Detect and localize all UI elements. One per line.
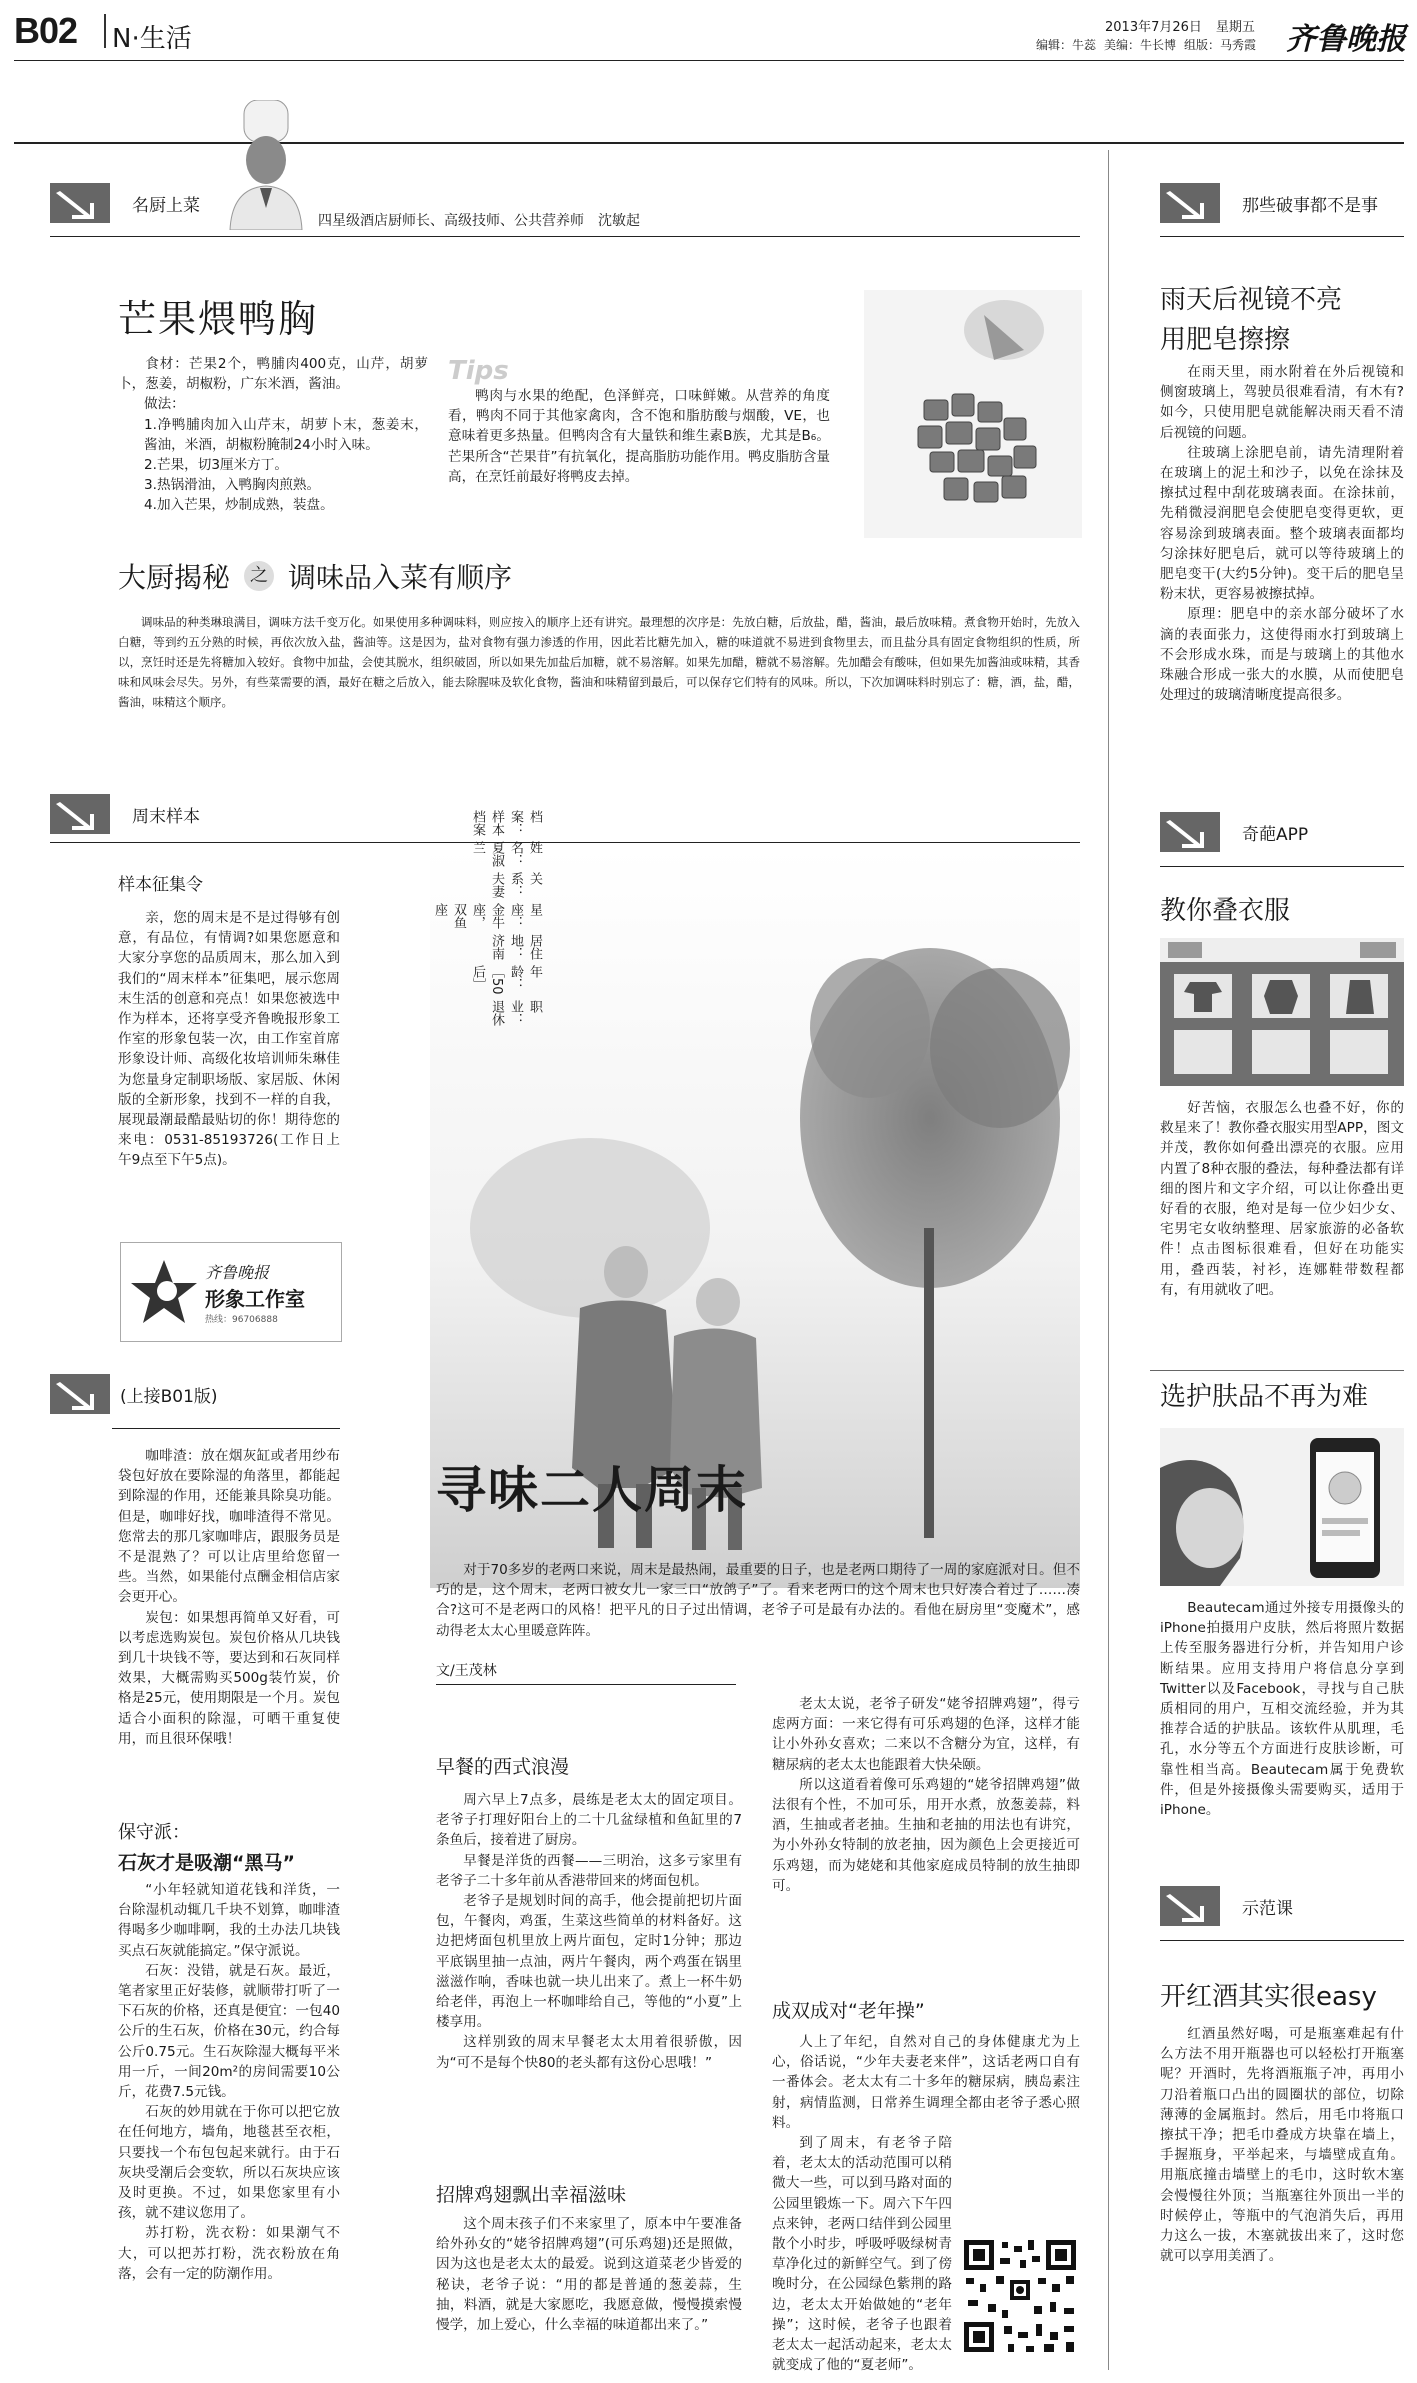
step-4: 4.加入芒果，炒制成熟，装盘。: [144, 497, 334, 514]
beautecam-photo: [1160, 1428, 1404, 1586]
sidebar2-header: [1160, 812, 1308, 852]
sidebar1-label: 那些破事都不是事: [1242, 195, 1378, 216]
recipe-title: 芒果煨鸭胸: [118, 297, 319, 341]
sidebar4-para: 红酒虽然好喝，可是瓶塞难起有什么方法不用开瓶器也可以轻松打开瓶塞呢？开酒时，先将酒瓶瓶子冲，再用小刀沿着瓶口凸出的圆圈状的部位，切除薄薄的金属瓶封。然后，用毛巾将瓶口擦拭干净；把毛巾叠成方块靠在墙上，手握瓶身，平举起来，与墙壁成直角。用瓶底撞击墙壁上的毛巾，这时软木塞会慢慢往外顶；当瓶塞往外顶出一半的时候停止，等瓶中的气泡消失后，再用力这么一拔，木塞就拔出来了，这时您就可以享用美酒了。: [1160, 2026, 1404, 2265]
conserve-body: [118, 1880, 340, 2284]
col2b-para: 人上了年纪，自然对自己的身体健康尤为上心，俗话说，“少年夫妻老来伴”，这话老两口自有一番体会。老太太有二十多年的糖尿病，胰岛素注射，病情监测，日常养生调理全都由老爷子悉心照料。: [772, 2034, 1080, 2131]
header-divider: [104, 14, 106, 48]
continued-rule: [112, 1428, 340, 1429]
secret-paragraph: 调味品的种类琳琅满目，调味方法千变万化。如果使用多种调味料，则应按入的顺序上还有讲究。最理想的次序是：先放白糖，后放盐，醋，酱油，最后放味精。煮食物开始时，先放入白糖，等到约五分熟的时候，再依次放入盐，酱油等。这是因为，盐对食物有强力渗透的作用，因此若比糖先加入，糖的味道就不易进到食物里去，而且盐分具有固定食物组织的性质，所以，烹饪时还是先将糖加入较好。食物中加盐，会使其脱水，组织破固，所以如果先加盐后加糖，就不易溶解。如果先加醋，糖就不易溶解。先加醋会有酸味，但如果先加酱油或味精，其香味和风味会尽失。另外，有些菜需要的酒，最好在糖之后放入，能去除腥味及软化食物，酱油和味精留到最后，可以保存它们特有的风味。所以，下次加调味料时别忘了：糖，酒，盐，醋，酱油，味精这个顺序。: [118, 615, 1080, 709]
header-staff: [1036, 36, 1256, 53]
sidebar2-label: 奇葩APP: [1242, 824, 1309, 845]
sidebar4-label: 示范课: [1242, 1898, 1293, 1919]
step-3: 3.热锅滑油，入鸭胸肉煎熟。: [144, 477, 321, 494]
sidebar1-header: [1160, 183, 1378, 223]
studio-hotline: 热线：96706888: [205, 1314, 278, 1325]
sidebar1-para: 原理：肥皂中的亲水部分破坏了水滴的表面张力，这使得雨水打到玻璃上不会形成水珠，而是与玻璃上的其他水珠融合形成一张大的水膜，从而使肥皂处理过的玻璃清晰度提高很多。: [1160, 606, 1404, 704]
sidebar4-title: 开红酒其实很easy: [1160, 1982, 1377, 2012]
mango-duck-photo: [864, 290, 1082, 538]
weekend-author: 文/王茂林: [436, 1663, 497, 1679]
author-rule: [436, 1684, 736, 1685]
continued-body: [118, 1446, 340, 1749]
star-icon: [129, 1257, 199, 1327]
tip-paragraph: 鸭肉与水果的绝配，色泽鲜亮，口味鲜嫩。从营养的角度看，鸭肉不同于其他家禽肉，含不饱和脂肪酸与烟酸，VE，也意味着更多热量。但鸭肉含有大量铁和维生素B族，尤其是B₆。芒果所含“芒果苷”有抗氧化，提高脂肪功能作用。鸭皮脂肪含量高，在烹饪前最好将鸭皮去掉。: [448, 388, 830, 485]
chef-rule: [50, 236, 1080, 237]
header-rule: [14, 60, 1404, 61]
tips-label: Tips: [448, 356, 509, 386]
arrow-icon: [1160, 183, 1220, 223]
profile-relation: 关系：夫妻: [489, 872, 542, 899]
secret-title: [118, 556, 512, 596]
invite-title: 样本征集令: [118, 875, 203, 895]
arrow-icon: [1160, 812, 1220, 852]
sidebar2-rule: [1160, 866, 1404, 867]
studio-logo: [120, 1242, 342, 1342]
col1b-body: [436, 2214, 742, 2335]
editor: 编辑：牛蕊: [1036, 38, 1097, 52]
chef-label: 名厨上菜: [132, 195, 200, 216]
art-editor: 美编：牛长博: [1104, 38, 1177, 52]
recipe-ingredients: [118, 354, 428, 516]
weekend-lead: [436, 1560, 1080, 1641]
sidebar3-para: Beautecam通过外接专用摄像头的iPhone拍摄用户皮肤，然后将照片数据上传至服务器进行分析，并告知用户诊断结果。应用支持用户将信息分享到Twitter以及Facebook，寻找与自己肤质相同的用户，互相交流经验，并为其推荐合适的护肤品。该软件从肌理，毛孔，水分等五个方面进行皮肤诊断，可靠性相当高。Beautecam属于免费软件，但是外接摄像头需要购买，适用于iPhone。: [1160, 1600, 1404, 1819]
tip-text: [448, 386, 830, 487]
col2-para: 所以这道看着像可乐鸡翅的“姥爷招牌鸡翅”做法很有个性，不加可乐，用开水煮，放葱姜蒜，料酒，生抽或者老抽。生抽和老抽的用法也有讲究，为小外孙女特制的放老抽，因为颜色上会更接近可乐鸡翅，而为姥姥和其他家庭成员特制的放生抽即可。: [772, 1776, 1080, 1894]
step-1: 1.净鸭脯肉加入山芹末，胡萝卜末，葱姜末，酱油，米酒，胡椒粉腌制24小时入味。: [144, 416, 428, 453]
sidebar4-body: [1160, 2024, 1404, 2266]
conserve-para: 石灰：没错，就是石灰。最近，笔者家里正好装修，就顺带打听了一下石灰的价格，还真是便宜：一包40公斤的生石灰，价格在30元，约合每公斤0.75元。生石灰除湿大概每平米用一斤，一间20m²的房间需要10公斤，花费7.5元钱。: [118, 1962, 340, 2101]
col1-para: 老爷子是规划时间的高手，他会提前把切片面包，午餐肉，鸡蛋，生菜这些简单的材料备好。这边把烤面包机里放上两片面包，定时1分钟；那边平底锅里抽一点油，两片午餐肉，两个鸡蛋在锅里滋滋作响，香味也就一块儿出来了。煮上一杯牛奶给老伴，再泡上一杯咖啡给自己，等他的“小夏”上楼享用。: [436, 1893, 742, 2031]
sidebar1-rule: [1160, 236, 1404, 237]
sidebar3-top-rule: [1150, 1370, 1404, 1371]
subhead-3: 成双成对“老年操”: [772, 2000, 925, 2022]
date: 2013年7月26日: [1105, 20, 1202, 35]
arrow-icon: [50, 794, 110, 834]
ingredients-text: 食材：芒果2个，鸭脯肉400克，山芹，胡萝卜，葱姜，胡椒粉，广东米酒，酱油。: [118, 356, 428, 393]
secret-title-b: 调味品入菜有顺序: [288, 561, 513, 594]
proof: 组版：马秀霞: [1184, 38, 1257, 52]
col2b-para: 到了周末，有老爷子陪着，老太太的活动范围可以稍微大一些，可以到马路对面的公园里锻炼一下。周六下午四点来钟，老两口结伴到公园里散个小时步，呼吸呼吸绿树青草净化过的新鲜空气。到了傍晚时分，在公园绿色紫荆的路边，老太太开始做她的“老年操”；这时候，老爷子也跟着老太太一起活动起来，老太太就变成了他的“夏老师”。: [772, 2135, 952, 2374]
profile-card: [430, 810, 544, 1026]
arrow-icon: [50, 183, 110, 223]
sidebar1-title: 雨天后视镜不亮用肥皂擦擦: [1160, 285, 1343, 355]
profile-name: 姓名：夏淑兰: [470, 841, 542, 868]
section-name: N·生活: [112, 24, 192, 54]
chef-byline: 四星级酒店厨师长、高级技师、公共营养师 沈敏起: [318, 213, 640, 229]
subhead-2: 招牌鸡翅飘出幸福滋味: [436, 2184, 627, 2206]
weekday: 星期五: [1215, 20, 1255, 35]
col2-para: 老太太说，老爷子研发“姥爷招牌鸡翅”，得亏虑两方面：一来它得有可乐鸡翅的色泽，这样才能让小外孙女喜欢；二来以不含糖分为宜，这样，有糖尿病的老太太也能跟着大快朵颐。: [772, 1696, 1080, 1773]
continued-para: 咖啡渣：放在烟灰缸或者用纱布袋包好放在要除湿的角落里，都能起到除湿的作用，还能兼具除臭功能。但是，咖啡好找，咖啡渣得不常见。您常去的那几家咖啡店，跟服务员是不是混熟了？可以让店里给您留一些。当然，如果能付点酬金相信店家会更开心。: [118, 1448, 340, 1606]
col1b-para: 这个周末孩子们不来家里了，原本中午要准备给外孙女的“姥爷招牌鸡翅”(可乐鸡翅)还是照做，因为这也是老太太的最爱。说到这道菜老少皆爱的秘诀，老爷子说：“用的都是普通的葱姜蒜，生抽，料酒，就是大家愿吃，我愿意做，慢慢摸索慢慢学，加上爱心，什么幸福的味道都出来了。”: [436, 2216, 742, 2334]
weekend-headline: 寻味二人周末: [436, 1461, 748, 1519]
arrow-icon: [1160, 1886, 1220, 1926]
weekend-header: [50, 794, 200, 834]
sidebar2-para: 好苦恼，衣服怎么也叠不好，你的救星来了！教你叠衣服实用型APP，图文并茂，教你如何叠出漂亮的衣服。应用内置了8种衣服的叠法，每种叠法都有详细的图片和文字介绍，可以让你叠出更好看的衣服，绝对是每一位少妇少女、宅男宅女收纳整理、居家旅游的必备软件！点击图标很难看，但好在功能实用，叠西装，衬衫，连娜鞋带数程都有，有用就收了吧。: [1160, 1100, 1404, 1298]
profile-age: 年龄：［50后］: [470, 965, 542, 995]
continued-label: (上接B01版): [120, 1386, 218, 1407]
conserve-para: 石灰的妙用就在于你可以把它放在任何地方，墙角，地毯甚至衣柜，只要找一个布包包起来就行。由于石灰块受潮后会变软，所以石灰块应该及时更换。不过，如果您家里有小孩，就不建议您用了。: [118, 2104, 340, 2222]
qr-code[interactable]: [960, 2236, 1080, 2356]
method-label: 做法：: [144, 396, 185, 413]
profile-city: 居住地：济南: [489, 934, 542, 961]
sidebar2-title: 教你叠衣服: [1160, 896, 1291, 926]
brand-logo: 齐鲁晚报: [1286, 22, 1406, 57]
sidebar1-para: 在雨天里，雨水附着在外后视镜和侧窗玻璃上，驾驶员很难看清，有木有?如今，只使用肥皂就能解决雨天看不清后视镜的问题。: [1160, 364, 1404, 441]
studio-name: 形象工作室: [205, 1286, 305, 1311]
secret-title-a: 大厨揭秘: [118, 561, 231, 594]
profile-job: 职业：退休: [489, 1000, 542, 1026]
sidebar1-para: 往玻璃上涂肥皂前，请先清理附着在玻璃上的泥土和沙子，以免在涂抹及擦拭过程中刮花玻璃表面。在涂抹前，先稍微浸润肥皂会使肥皂变得更软，更容易涂到玻璃表面。整个玻璃表面都均匀涂抹好肥皂后，就可以等待玻璃上的肥皂变干(大约5分钟)。变干后的肥皂呈粉末状，更容易被擦拭掉。: [1160, 444, 1404, 603]
sidebar3-title: 选护肤品不再为难: [1160, 1382, 1369, 1412]
invite-body: [118, 908, 340, 1171]
weekend-rule: [50, 842, 1080, 843]
secret-text: [118, 612, 1080, 712]
col1-para: 周六早上7点多，晨练是老太太的固定项目。老爷子打理好阳台上的二十几盆绿植和鱼缸里的7条鱼后，接着进了厨房。: [436, 1792, 742, 1849]
sidebar4-header: [1160, 1886, 1293, 1926]
continued-header: [50, 1374, 218, 1414]
col1-para: 早餐是洋货的西餐——三明治，这多亏家里有老爷子二十多年前从香港带回来的烤面包机。: [436, 1852, 742, 1889]
col1-body: [436, 1790, 742, 2073]
secret-zhi-badge: 之: [244, 561, 274, 591]
conserve-para: 苏打粉，洗衣粉：如果潮气不大，可以把苏打粉，洗衣粉放在角落，会有一定的防潮作用。: [118, 2225, 340, 2282]
conserve-title: 石灰才是吸潮“黑马”: [118, 1852, 295, 1874]
column-rule: [1108, 150, 1109, 2370]
col1-para: 这样别致的周末早餐老太太用着很骄傲，因为“可不是每个快80的老头都有这份心思哦！”: [436, 2034, 742, 2071]
app-screenshot: [1160, 938, 1404, 1086]
studio-brand: 齐鲁晚报: [205, 1262, 270, 1282]
chef-section-header: [50, 183, 200, 223]
conserve-para: “小年轻就知道花钱和洋货，一台除湿机动辄几千块不划算，咖啡渣得喝多少咖啡啊，我的土办法几块钱买点石灰就能搞定。”保守派说。: [118, 1882, 340, 1959]
arrow-icon: [50, 1374, 110, 1414]
profile-sign: 星座：金牛座，双鱼座: [432, 903, 542, 930]
continued-para: 炭包：如果想再简单又好看，可以考虑选购炭包。炭包价格从几块钱到几十块钱不等，要达到和石灰同样效果，大概需购买500g装竹炭，价格是25元，使用期限是一个月。炭包适合小面积的除湿，可晒干重复使用，而且很环保哦！: [118, 1609, 340, 1747]
weekend-label: 周末样本: [132, 806, 200, 827]
sidebar1-body: [1160, 362, 1404, 705]
sidebar4-rule: [1160, 1940, 1404, 1941]
page-code: B02: [14, 10, 78, 51]
subhead-1: 早餐的西式浪漫: [436, 1756, 570, 1778]
invite-para: 亲，您的周末是不是过得够有创意，有品位，有情调?如果您愿意和大家分享您的品质周末，那么加入到我们的“周末样本”征集吧，展示您周末生活的创意和亮点！如果您被选中作为样本，还将享受齐鲁晚报形象工作室的形象包装一次，由工作室首席形象设计师、高级化妆培训师朱琳佳为您量身定制职场版、家居版、休闲版的全新形象，找到不一样的自我，展现最潮最酷最贴切的你！期待您的来电：0531-85193726(工作日上午9点至下午5点)。: [118, 910, 340, 1169]
sidebar2-body: [1160, 1098, 1404, 1300]
sidebar3-body: [1160, 1598, 1404, 1820]
step-2: 2.芒果，切3厘米方丁。: [144, 457, 288, 474]
header-date: [1105, 16, 1255, 35]
profile-archive: 档案：样本档案: [470, 810, 542, 837]
col2-body: [772, 1694, 1080, 1896]
chef-portrait: [222, 100, 310, 230]
lead-para: 对于70多岁的老两口来说，周末是最热闹，最重要的日子，也是老两口期待了一周的家庭派对日。但不巧的是，这个周末，老两口被女儿一家三口“放鸽子”了。看来老两口的这个周末也只好凑合着过了……凑合?这可不是老两口的风格！把平凡的日子过出情调，老爷子可是最有办法的。看他在厨房里“变魔术”，感动得老太太心里暖意阵阵。: [436, 1562, 1080, 1639]
conserve-label: 保守派：: [118, 1822, 190, 1843]
